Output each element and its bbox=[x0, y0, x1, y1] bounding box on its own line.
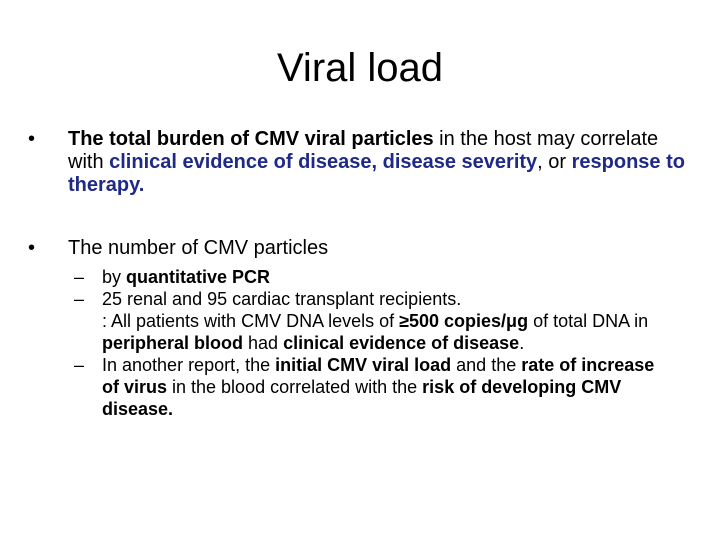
bullet-marker: • bbox=[28, 237, 36, 259]
bullet-marker: • bbox=[28, 128, 36, 150]
text-run: had bbox=[243, 333, 284, 353]
text-run: of total DNA in bbox=[528, 311, 649, 331]
bold-phrase: rate of increase of virus bbox=[102, 355, 655, 397]
text-run: in the host may correlate with bbox=[68, 128, 659, 173]
sub-bullet-recipients bbox=[74, 288, 674, 354]
bold-phrase: peripheral blood bbox=[102, 333, 244, 353]
bold-phrase: The total burden of CMV viral particles bbox=[68, 128, 434, 150]
sub-bullet-pcr bbox=[74, 266, 674, 288]
bullet-total-burden bbox=[28, 128, 696, 197]
text-run: : All patients with CMV DNA levels of bbox=[102, 311, 400, 331]
emphasis-phrase: clinical evidence of disease bbox=[109, 151, 372, 173]
text-run: . bbox=[519, 333, 525, 353]
bullet-text: The number of CMV particles bbox=[68, 237, 329, 259]
bold-phrase: initial CMV viral load bbox=[275, 355, 452, 375]
dash-marker: – bbox=[74, 267, 85, 287]
dash-marker: – bbox=[74, 355, 85, 375]
text-run: In another report, the bbox=[102, 355, 276, 375]
emphasis-phrase: response to therapy. bbox=[68, 151, 685, 196]
text-run: 25 renal and 95 cardiac transplant recipients. bbox=[102, 289, 462, 309]
slide-title: Viral load bbox=[276, 46, 444, 90]
bullet-text bbox=[68, 128, 696, 197]
emphasis-phrase: , disease severity bbox=[371, 151, 538, 173]
text-run: by bbox=[102, 267, 127, 287]
sub-bullet-list bbox=[74, 266, 674, 420]
text-run: in the blood correlated with the bbox=[167, 377, 423, 397]
text-run: and the bbox=[451, 355, 522, 375]
bold-phrase: clinical evidence of disease bbox=[283, 333, 520, 353]
text-run: , or bbox=[537, 151, 572, 173]
dash-marker: – bbox=[74, 289, 85, 309]
bold-phrase: quantitative PCR bbox=[126, 267, 271, 287]
bold-phrase: risk of developing CMV disease. bbox=[102, 377, 622, 419]
bullet-number-of-particles bbox=[28, 236, 696, 260]
sub-bullet-another-report bbox=[74, 354, 674, 420]
bold-phrase: ≥500 copies/μg bbox=[399, 311, 529, 331]
